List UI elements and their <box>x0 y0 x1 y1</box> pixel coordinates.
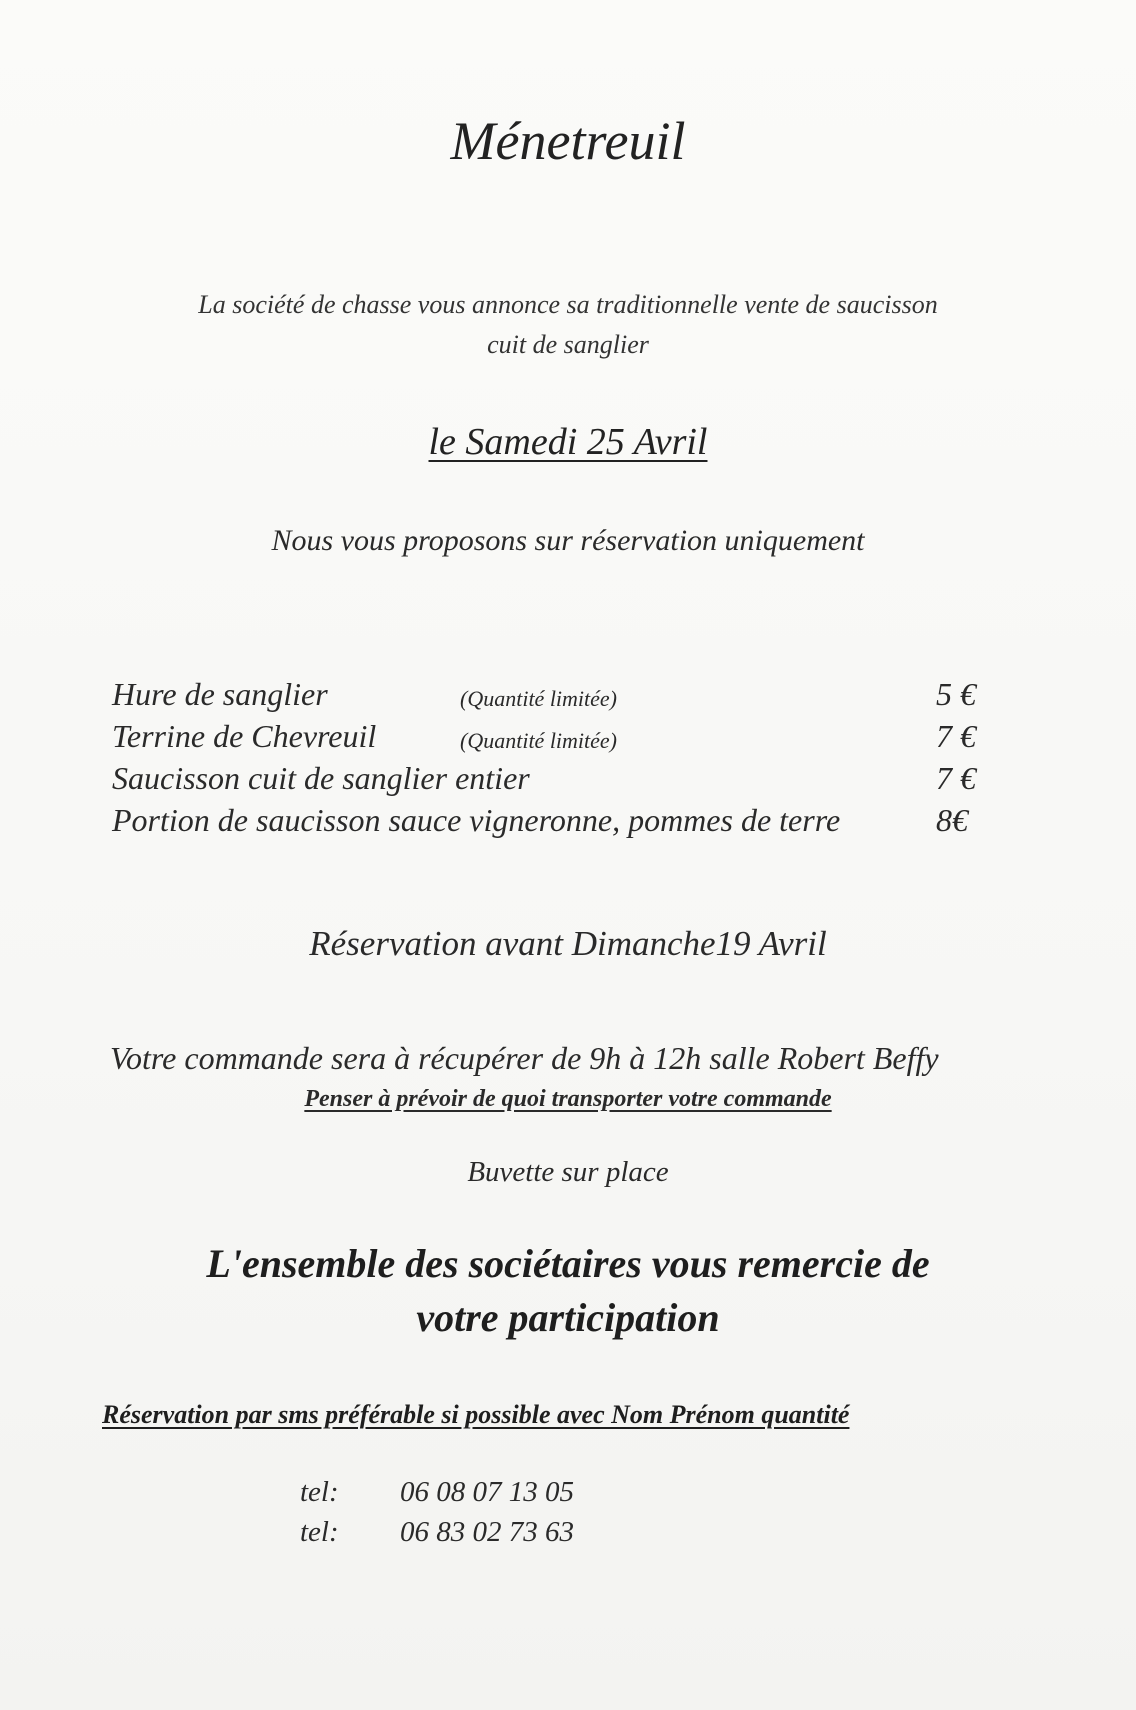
event-date-text: le Samedi 25 Avril <box>428 421 708 463</box>
menu-item-price: 7 € <box>936 760 976 796</box>
thanks-line-2: votre participation <box>416 1295 720 1340</box>
intro-line-1: La société de chasse vous annonce sa traditionnelle vente de saucisson <box>198 290 938 319</box>
contact-label: tel: <box>300 1476 339 1508</box>
menu-item-name: Saucisson cuit de sanglier entier <box>112 760 530 796</box>
reservation-only-notice: Nous vous proposons sur réservation uniquement <box>271 524 865 557</box>
menu-item-note: (Quantité limitée) <box>460 728 618 753</box>
contact-label: tel: <box>300 1516 339 1548</box>
menu-item-name: Portion de saucisson sauce vigneronne, pommes de terre <box>112 802 841 838</box>
buvette-notice: Buvette sur place <box>467 1156 669 1188</box>
reservation-deadline: Réservation avant Dimanche19 Avril <box>309 924 827 963</box>
page-title: Ménetreuil <box>450 111 686 171</box>
menu-item-note: (Quantité limitée) <box>460 686 618 711</box>
thanks-line-1: L'ensemble des sociétaires vous remercie de <box>206 1241 930 1286</box>
menu-item-name: Terrine de Chevreuil <box>112 718 377 754</box>
bring-container-text: Penser à prévoir de quoi transporter votre commande <box>304 1086 832 1112</box>
menu-item-price: 5 € <box>936 676 976 712</box>
contact-phone: 06 83 02 73 63 <box>400 1516 574 1548</box>
contact-phone: 06 08 07 13 05 <box>400 1476 574 1508</box>
sms-reservation-text: Réservation par sms préférable si possible avec Nom Prénom quantité <box>102 1400 850 1429</box>
menu-item-price: 7 € <box>936 718 976 754</box>
event-date <box>0 420 1136 464</box>
sms-reservation-note <box>102 1400 849 1430</box>
bring-container-notice <box>0 1086 1136 1113</box>
intro-line-2: cuit de sanglier <box>487 330 649 359</box>
menu-item-name: Hure de sanglier <box>112 676 328 712</box>
pickup-info: Votre commande sera à récupérer de 9h à 12h salle Robert Beffy <box>110 1040 939 1076</box>
menu-item-price: 8€ <box>936 802 968 838</box>
